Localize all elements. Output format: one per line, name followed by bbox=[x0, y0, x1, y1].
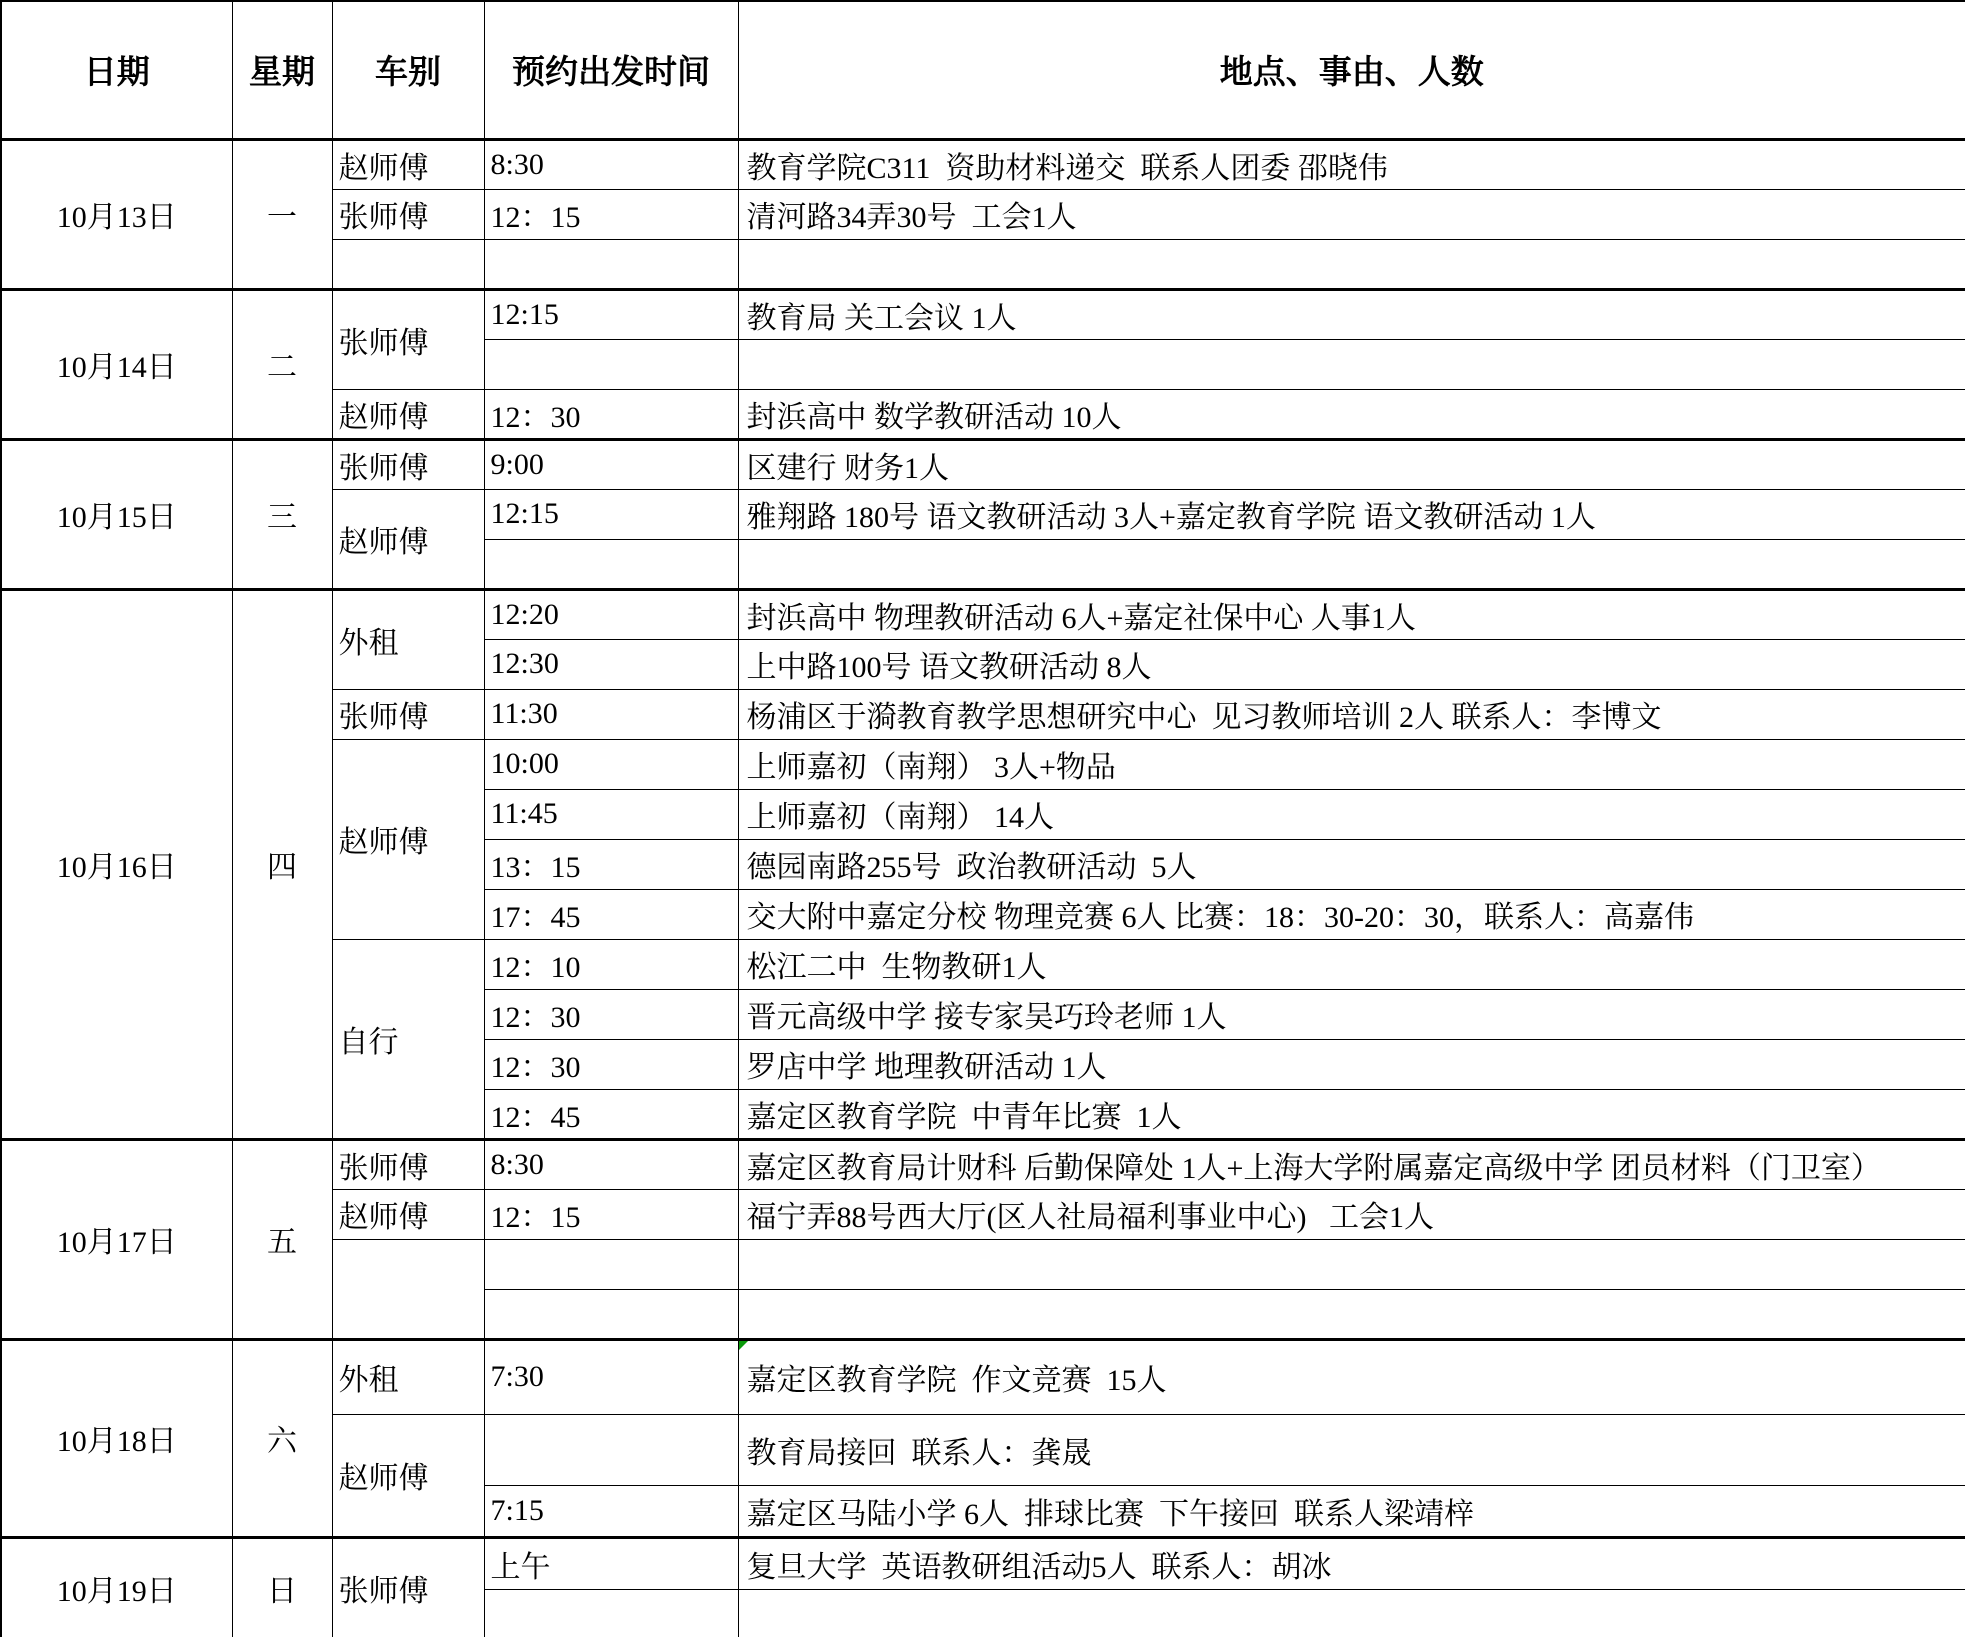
location-detail-cell: 雅翔路 180号 语文教研活动 3人+嘉定教育学院 语文教研活动 1人 bbox=[738, 489, 1965, 539]
departure-time-cell: 12：15 bbox=[484, 1189, 738, 1239]
driver-cell: 赵师傅 bbox=[332, 739, 484, 939]
departure-time-cell: 12:30 bbox=[484, 639, 738, 689]
departure-time-cell: 11:45 bbox=[484, 789, 738, 839]
location-detail-cell: 福宁弄88号西大厅(区人社局福利事业中心) 工会1人 bbox=[738, 1189, 1965, 1239]
location-detail-cell: 教育局接回 联系人：龚晟 bbox=[738, 1414, 1965, 1485]
departure-time-cell bbox=[484, 1589, 738, 1637]
schedule-row bbox=[1, 1537, 1965, 1589]
location-detail-cell: 罗店中学 地理教研活动 1人 bbox=[738, 1039, 1965, 1089]
departure-time-cell: 17：45 bbox=[484, 889, 738, 939]
header-time: 预约出发时间 bbox=[484, 1, 738, 139]
weekday-cell: 三 bbox=[232, 439, 332, 589]
location-detail-cell: 嘉定区教育学院 作文竞赛 15人 bbox=[738, 1339, 1965, 1414]
driver-cell: 张师傅 bbox=[332, 1537, 484, 1637]
driver-cell: 张师傅 bbox=[332, 289, 484, 389]
departure-time-cell: 13：15 bbox=[484, 839, 738, 889]
location-detail-cell: 晋元高级中学 接专家吴巧玲老师 1人 bbox=[738, 989, 1965, 1039]
driver-cell bbox=[332, 1239, 484, 1339]
departure-time-cell: 12：10 bbox=[484, 939, 738, 989]
departure-time-cell: 12：45 bbox=[484, 1089, 738, 1139]
location-detail-cell bbox=[738, 239, 1965, 289]
departure-time-cell bbox=[484, 1414, 738, 1485]
date-cell: 10月13日 bbox=[1, 139, 232, 289]
driver-cell: 赵师傅 bbox=[332, 389, 484, 439]
weekday-cell: 四 bbox=[232, 589, 332, 1139]
driver-cell: 外租 bbox=[332, 589, 484, 689]
departure-time-cell: 12:15 bbox=[484, 489, 738, 539]
location-detail-cell: 教育局 关工会议 1人 bbox=[738, 289, 1965, 339]
date-cell: 10月17日 bbox=[1, 1139, 232, 1339]
location-detail-cell: 复旦大学 英语教研组活动5人 联系人：胡冰 bbox=[738, 1537, 1965, 1589]
date-cell: 10月14日 bbox=[1, 289, 232, 439]
departure-time-cell: 8:30 bbox=[484, 1139, 738, 1189]
schedule-body bbox=[1, 139, 1965, 1637]
date-cell: 10月15日 bbox=[1, 439, 232, 589]
location-detail-cell bbox=[738, 1589, 1965, 1637]
departure-time-cell: 10:00 bbox=[484, 739, 738, 789]
location-detail-cell: 封浜高中 数学教研活动 10人 bbox=[738, 389, 1965, 439]
location-detail-cell: 清河路34弄30号 工会1人 bbox=[738, 189, 1965, 239]
schedule-row bbox=[1, 439, 1965, 489]
driver-cell: 赵师傅 bbox=[332, 489, 484, 589]
header-location: 地点、事由、人数 bbox=[738, 1, 1965, 139]
weekday-cell: 五 bbox=[232, 1139, 332, 1339]
departure-time-cell bbox=[484, 239, 738, 289]
cell-corner-marker-icon bbox=[739, 1341, 748, 1350]
departure-time-cell: 12：15 bbox=[484, 189, 738, 239]
departure-time-cell bbox=[484, 339, 738, 389]
weekday-cell: 二 bbox=[232, 289, 332, 439]
location-detail-cell: 嘉定区马陆小学 6人 排球比赛 下午接回 联系人梁靖梓 bbox=[738, 1485, 1965, 1537]
location-detail-cell: 嘉定区教育学院 中青年比赛 1人 bbox=[738, 1089, 1965, 1139]
weekday-cell: 日 bbox=[232, 1537, 332, 1637]
driver-cell: 张师傅 bbox=[332, 689, 484, 739]
driver-cell: 张师傅 bbox=[332, 189, 484, 239]
departure-time-cell bbox=[484, 1289, 738, 1339]
location-detail-cell: 上师嘉初（南翔） 3人+物品 bbox=[738, 739, 1965, 789]
departure-time-cell: 11:30 bbox=[484, 689, 738, 739]
date-cell: 10月16日 bbox=[1, 589, 232, 1139]
schedule-row bbox=[1, 139, 1965, 189]
driver-cell: 赵师傅 bbox=[332, 139, 484, 189]
schedule-row bbox=[1, 589, 1965, 639]
location-detail-cell: 区建行 财务1人 bbox=[738, 439, 1965, 489]
header-vehicle: 车别 bbox=[332, 1, 484, 139]
location-detail-cell bbox=[738, 1289, 1965, 1339]
location-detail-cell: 教育学院C311 资助材料递交 联系人团委 邵晓伟 bbox=[738, 139, 1965, 189]
departure-time-cell: 7:30 bbox=[484, 1339, 738, 1414]
schedule-row bbox=[1, 1139, 1965, 1189]
location-detail-cell bbox=[738, 539, 1965, 589]
date-cell: 10月18日 bbox=[1, 1339, 232, 1537]
departure-time-cell: 12:20 bbox=[484, 589, 738, 639]
date-cell: 10月19日 bbox=[1, 1537, 232, 1637]
location-detail-cell: 松江二中 生物教研1人 bbox=[738, 939, 1965, 989]
departure-time-cell: 8:30 bbox=[484, 139, 738, 189]
departure-time-cell: 7:15 bbox=[484, 1485, 738, 1537]
departure-time-cell bbox=[484, 1239, 738, 1289]
driver-cell: 张师傅 bbox=[332, 439, 484, 489]
driver-cell bbox=[332, 239, 484, 289]
departure-time-cell: 9:00 bbox=[484, 439, 738, 489]
location-detail-cell: 杨浦区于漪教育教学思想研究中心 见习教师培训 2人 联系人：李博文 bbox=[738, 689, 1965, 739]
weekday-cell: 一 bbox=[232, 139, 332, 289]
driver-cell: 自行 bbox=[332, 939, 484, 1139]
location-detail-cell: 嘉定区教育局计财科 后勤保障处 1人+上海大学附属嘉定高级中学 团员材料（门卫室） bbox=[738, 1139, 1965, 1189]
location-detail-cell: 封浜高中 物理教研活动 6人+嘉定社保中心 人事1人 bbox=[738, 589, 1965, 639]
location-detail-cell: 上师嘉初（南翔） 14人 bbox=[738, 789, 1965, 839]
driver-cell: 赵师傅 bbox=[332, 1189, 484, 1239]
departure-time-cell: 12：30 bbox=[484, 389, 738, 439]
driver-cell: 外租 bbox=[332, 1339, 484, 1414]
header-date: 日期 bbox=[1, 1, 232, 139]
driver-cell: 张师傅 bbox=[332, 1139, 484, 1189]
schedule-row bbox=[1, 289, 1965, 339]
weekday-cell: 六 bbox=[232, 1339, 332, 1537]
location-detail-cell bbox=[738, 1239, 1965, 1289]
departure-time-cell: 上午 bbox=[484, 1537, 738, 1589]
header-weekday: 星期 bbox=[232, 1, 332, 139]
location-detail-cell: 德园南路255号 政治教研活动 5人 bbox=[738, 839, 1965, 889]
schedule-row bbox=[1, 1339, 1965, 1414]
departure-time-cell: 12：30 bbox=[484, 989, 738, 1039]
location-detail-cell bbox=[738, 339, 1965, 389]
departure-time-cell: 12:15 bbox=[484, 289, 738, 339]
driver-cell: 赵师傅 bbox=[332, 1414, 484, 1537]
location-detail-cell: 上中路100号 语文教研活动 8人 bbox=[738, 639, 1965, 689]
departure-time-cell: 12：30 bbox=[484, 1039, 738, 1089]
location-detail-cell: 交大附中嘉定分校 物理竞赛 6人 比赛：18：30-20：30，联系人：高嘉伟 bbox=[738, 889, 1965, 939]
header-row bbox=[1, 1, 1965, 139]
departure-time-cell bbox=[484, 539, 738, 589]
